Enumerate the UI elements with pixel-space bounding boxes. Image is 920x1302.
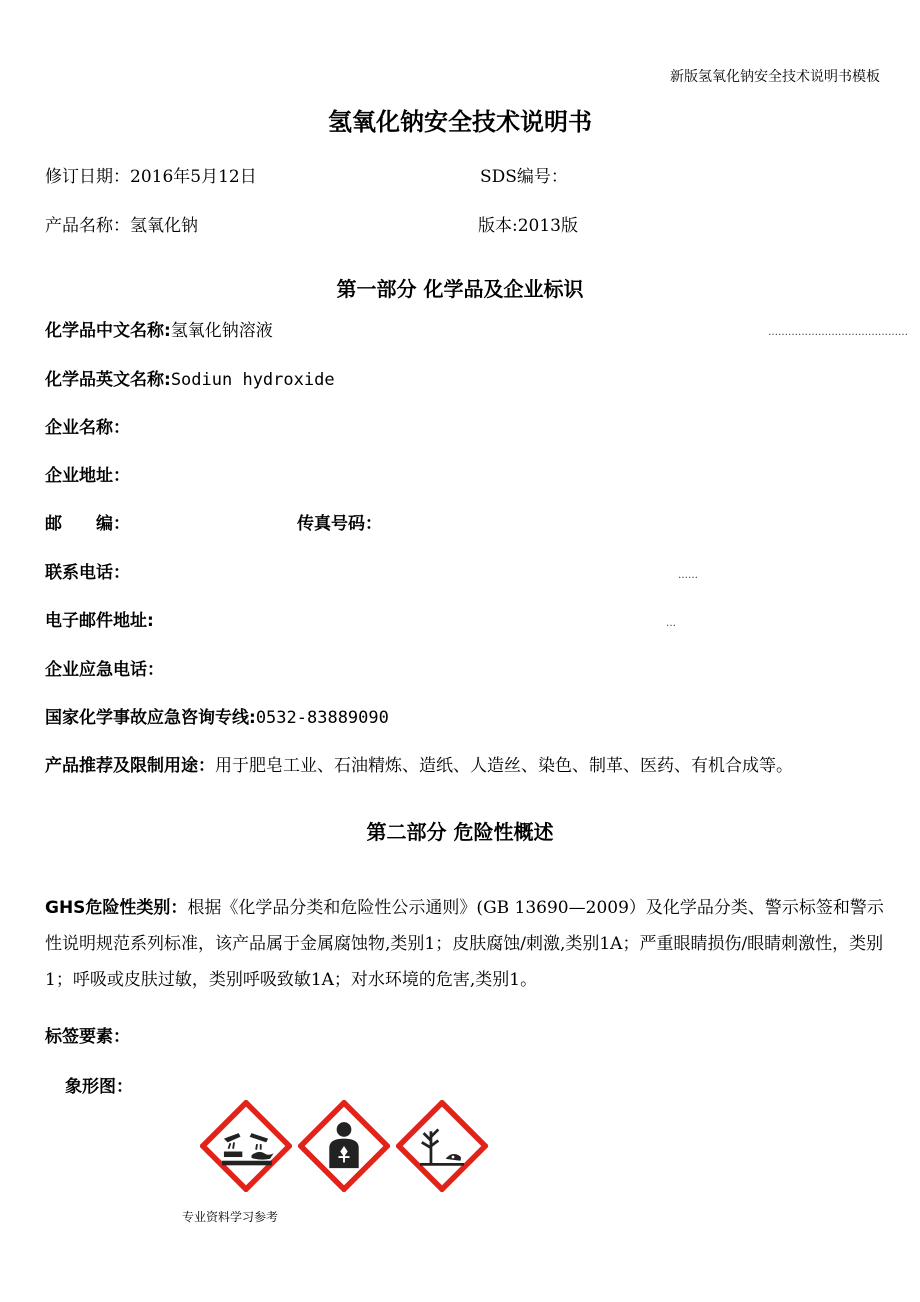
hotline-label: 国家化学事故应急咨询专线:: [45, 708, 256, 728]
fax-label: 传真号码：: [297, 514, 382, 534]
version-value: 2013版: [517, 216, 578, 236]
emergency-label: 企业应急电话：: [45, 660, 164, 680]
corrosion-icon: [200, 1100, 292, 1192]
hotline-row: [45, 703, 389, 728]
phone-row: [45, 558, 130, 583]
email-row: [45, 606, 154, 631]
dotted-leader: ……………………………………: [768, 327, 908, 338]
sds-number: [480, 162, 568, 187]
product-value: 氢氧化钠: [130, 216, 198, 236]
health-hazard-icon: [298, 1100, 390, 1192]
revision-date: [45, 162, 257, 187]
en-name-row: [45, 365, 335, 390]
company-label: 企业名称：: [45, 418, 130, 438]
en-name-label: 化学品英文名称:: [45, 370, 171, 390]
version-label: 版本:: [478, 216, 518, 236]
en-name-value: Sodiun hydroxide: [170, 370, 335, 390]
address-label: 企业地址：: [45, 466, 130, 486]
pictogram-heading: [65, 1072, 133, 1097]
address-row: [45, 461, 130, 486]
ghs-label: GHS危险性类别：: [45, 898, 188, 918]
document-title: 氢氧化钠安全技术说明书: [328, 108, 592, 136]
use-label: 产品推荐及限制用途：: [45, 756, 215, 776]
revision-value: 2016年5月12日: [130, 167, 257, 187]
postcode-label: 邮 编：: [45, 514, 130, 534]
ghs-text: 根据《化学品分类和危险性公示通则》(GB 13690—2009）及化学品分类、警示标签和警示性说明规范系列标准，该产品属于金属腐蚀物,类别1；皮肤腐蚀/刺激,类别1A；严重眼睛损伤/眼睛刺激性，类别1；呼吸或皮肤过敏，类别呼吸致敏1A；对水环境的危害,类别1。: [45, 898, 884, 990]
product-label: 产品名称：: [45, 216, 130, 236]
label-elements-label: 标签要素：: [45, 1027, 130, 1047]
dotted-leader-short: ……: [678, 570, 698, 581]
cn-name-label: 化学品中文名称:: [45, 321, 171, 341]
section2-title: 第二部分 危险性概述: [366, 820, 554, 844]
revision-label: 修订日期：: [45, 167, 130, 187]
label-elements-heading: [45, 1022, 130, 1047]
use-value: 用于肥皂工业、石油精炼、造纸、人造丝、染色、制革、医药、有机合成等。: [215, 756, 793, 776]
use-row: [45, 751, 793, 776]
section1-title: 第一部分 化学品及企业标识: [336, 277, 584, 301]
postcode-row: [45, 509, 130, 534]
pictogram-label: 象形图：: [65, 1077, 133, 1097]
fax-row: [297, 509, 382, 534]
ghs-paragraph: [45, 890, 885, 998]
hotline-value: 0532-83889090: [255, 708, 389, 728]
cn-name-value: 氢氧化钠溶液: [170, 321, 273, 341]
emergency-row: [45, 655, 164, 680]
version: [478, 211, 578, 236]
dotted-leader-short: …: [666, 618, 676, 629]
footer-note: 专业资料学习参考: [182, 1210, 279, 1224]
header-note: 新版氢氧化钠安全技术说明书模板: [670, 69, 880, 85]
phone-label: 联系电话：: [45, 563, 130, 583]
pictogram-row: [200, 1100, 488, 1192]
email-label: 电子邮件地址:: [45, 611, 154, 631]
environment-icon: [396, 1100, 488, 1192]
company-row: [45, 413, 130, 438]
sds-label: SDS编号：: [480, 167, 568, 187]
product-name: [45, 211, 198, 236]
cn-name-row: [45, 316, 273, 341]
